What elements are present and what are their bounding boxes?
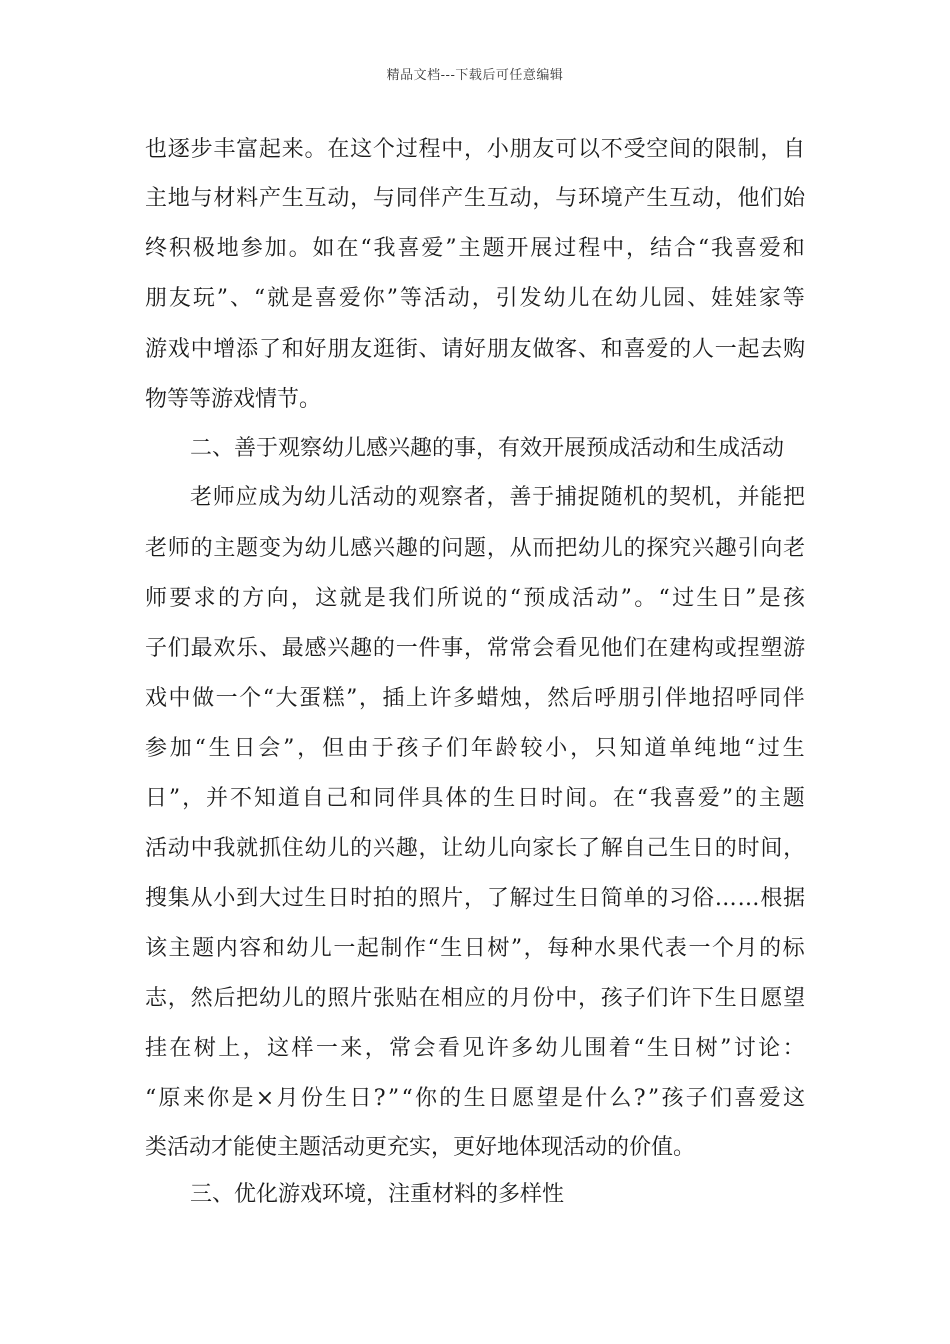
text-line: 终积极地参加。如在“我喜爱”主题开展过程中，结合“我喜爱和 [145, 236, 807, 261]
text-line: 朋友玩”、“就是喜爱你”等活动，引发幼儿在幼儿园、娃娃家等 [145, 286, 807, 311]
text-line: 老师应成为幼儿活动的观察者，善于捕捉随机的契机，并能把 [190, 485, 806, 510]
text-line: 主地与材料产生互动，与同伴产生互动，与环境产生互动，他们始 [145, 186, 806, 211]
text-line: 老师的主题变为幼儿感兴趣的问题，从而把幼儿的探究兴趣引向老 [145, 536, 806, 561]
text-line: 二、善于观察幼儿感兴趣的事，有效开展预成活动和生成活动 [190, 436, 785, 461]
text-line: 搜集从小到大过生日时拍的照片，了解过生日简单的习俗……根据 [145, 886, 806, 911]
text-line: 戏中做一个“大蛋糕”，插上许多蜡烛，然后呼朋引伴地招呼同伴 [145, 686, 807, 711]
text-line: 师要求的方向，这就是我们所说的“预成活动”。“过生日”是孩 [145, 586, 808, 611]
text-line: 参加“生日会”，但由于孩子们年龄较小，只知道单纯地“过生 [145, 736, 808, 761]
text-line: 挂在树上，这样一来，常会看见许多幼儿围着“生日树”讨论： [145, 1036, 807, 1061]
text-line: 日”，并不知道自己和同伴具体的生日时间。在“我喜爱”的主题 [145, 786, 807, 811]
text-line: 物等等游戏情节。 [145, 387, 322, 412]
text-line: 游戏中增添了和好朋友逛街、请好朋友做客、和喜爱的人一起去购 [145, 337, 806, 362]
text-line: 也逐步丰富起来。在这个过程中，小朋友可以不受空间的限制，自 [145, 137, 806, 162]
text-line: 志，然后把幼儿的照片张贴在相应的月份中，孩子们许下生日愿望 [145, 986, 806, 1011]
text-line: 活动中我就抓住幼儿的兴趣，让幼儿向家长了解自己生日的时间， [145, 836, 806, 861]
text-line: 子们最欢乐、最感兴趣的一件事，常常会看见他们在建构或捏塑游 [145, 636, 806, 661]
text-line: “原来你是×月份生日?”“你的生日愿望是什么?”孩子们喜爱这 [145, 1086, 808, 1111]
text-line: 三、优化游戏环境，注重材料的多样性 [190, 1182, 565, 1207]
text-line: 类活动才能使主题活动更充实，更好地体现活动的价值。 [145, 1135, 696, 1160]
text-line: 该主题内容和幼儿一起制作“生日树”，每种水果代表一个月的标 [145, 936, 807, 961]
page-header: 精品文档---下载后可任意编辑 [386, 68, 564, 83]
